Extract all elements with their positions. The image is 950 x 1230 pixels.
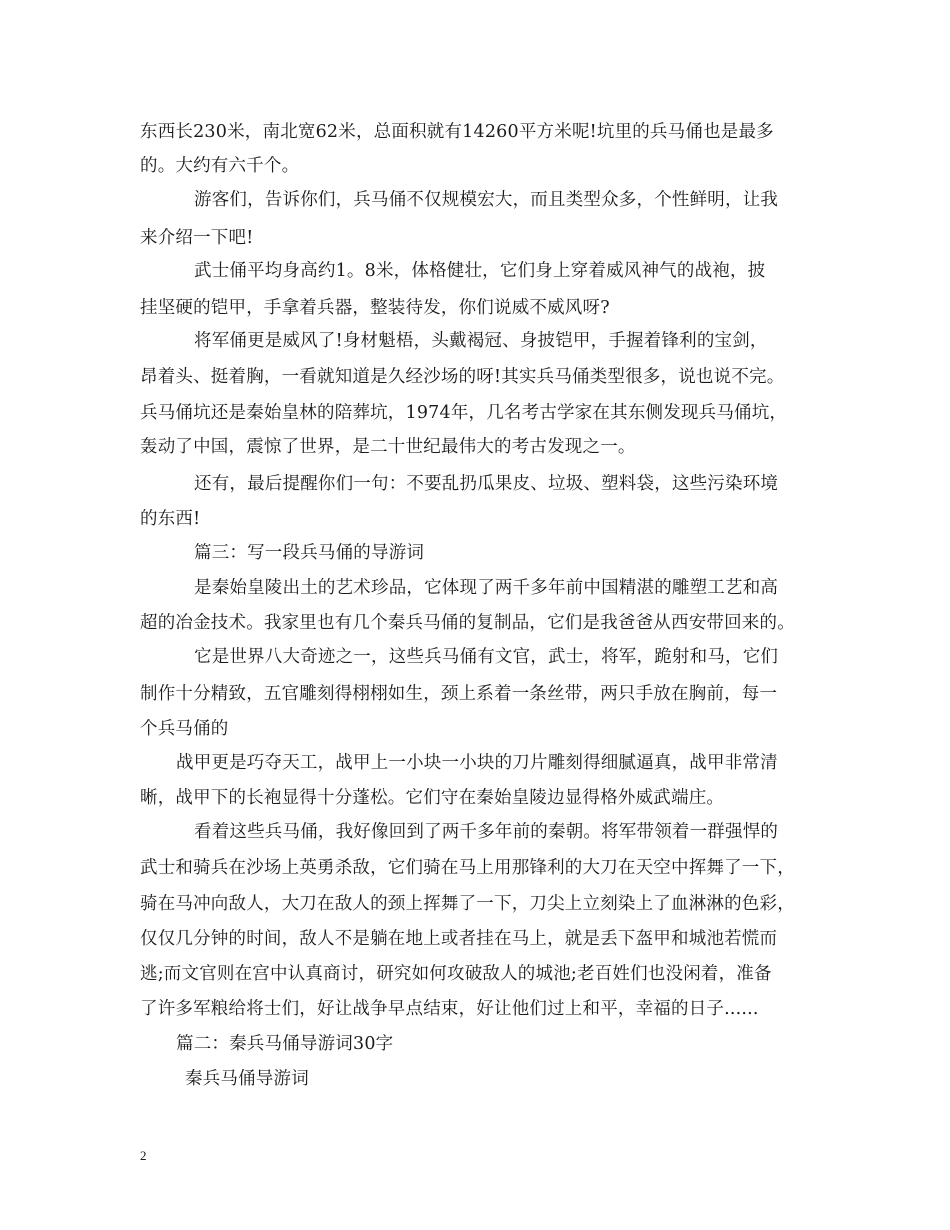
text-line: 兵马俑坑还是秦始皇林的陪葬坑，1974年，几名考古学家在其东侧发现兵马俑坑， [140,403,788,423]
paragraph-start-line: 还有，最后提醒你们一句：不要乱扔瓜果皮、垃圾、塑料袋，这些污染环境 [194,474,779,494]
text-line: 的。大约有六千个。 [140,156,300,176]
text-line: 武士和骑兵在沙场上英勇杀敌，它们骑在马上用那锋利的大刀在天空中挥舞了一下， [140,858,795,878]
text-line: 了许多军粮给将士们，好让战争早点结束，好让他们过上和平，幸福的日子...... [140,999,759,1019]
paragraph-start-line: 武士俑平均身高约1。8米，体格健壮，它们身上穿着威风神气的战袍，披 [194,261,766,281]
paragraph-start-line: 战甲更是巧夺天工，战甲上一小块一小块的刀片雕刻得细腻逼真，战甲非常清 [176,753,778,773]
text-line: 逃;而文官则在宫中认真商讨，研究如何攻破敌人的城池;老百姓们也没闲着，准备 [140,964,772,984]
text-line: 昂着头、挺着胸，一看就知道是久经沙场的呀!其实兵马俑类型很多，说也说不完。 [140,367,785,387]
text-line: 东西长230米，南北宽62米，总面积就有14260平方米呢!坑里的兵马俑也是最多 [140,122,774,142]
text-line: 来介绍一下吧! [140,228,254,248]
text-line: 轰动了中国，震惊了世界，是二十世纪最伟大的考古发现之一。 [140,437,636,457]
text-line: 制作十分精致，五官雕刻得栩栩如生，颈上系着一条丝带，两只手放在胸前，每一 [140,684,778,704]
text-line: 个兵马俑的 [140,719,229,739]
section-subheading: 秦兵马俑导游词 [185,1069,309,1089]
text-line: 超的冶金技术。我家里也有几个秦兵马俑的复制品，它们是我爸爸从西安带回来的。 [140,613,795,633]
section-heading: 篇二：秦兵马俑导游词30字 [176,1034,394,1054]
section-heading: 篇三：写一段兵马俑的导游词 [194,543,425,563]
text-line: 晰，战甲下的长袍显得十分蓬松。它们守在秦始皇陵边显得格外威武端庄。 [140,788,725,808]
text-line: 挂坚硬的铠甲，手拿着兵器，整装待发，你们说威不威风呀? [140,298,610,318]
paragraph-start-line: 是秦始皇陵出土的艺术珍品，它体现了两千多年前中国精湛的雕塑工艺和高 [194,578,779,598]
paragraph-start-line: 它是世界八大奇迹之一，这些兵马俑有文官，武士，将军，跪射和马，它们 [194,647,779,667]
page-number: 2 [140,1148,147,1163]
paragraph-start-line: 将军俑更是威风了!身材魁梧，头戴褐冠、身披铠甲，手握着锋利的宝剑， [194,331,768,351]
text-line: 骑在马冲向敌人，大刀在敌人的颈上挥舞了一下，刀尖上立刻染上了血淋淋的色彩， [140,894,795,914]
text-line: 的东西! [140,509,201,529]
text-line: 仅仅几分钟的时间，敌人不是躺在地上或者挂在马上，就是丢下盔甲和城池若慌而 [140,929,778,949]
paragraph-start-line: 游客们，告诉你们，兵马俑不仅规模宏大，而且类型众多，个性鲜明，让我 [194,190,779,210]
paragraph-start-line: 看着这些兵马俑，我好像回到了两千多年前的秦朝。将军带领着一群强悍的 [194,822,779,842]
